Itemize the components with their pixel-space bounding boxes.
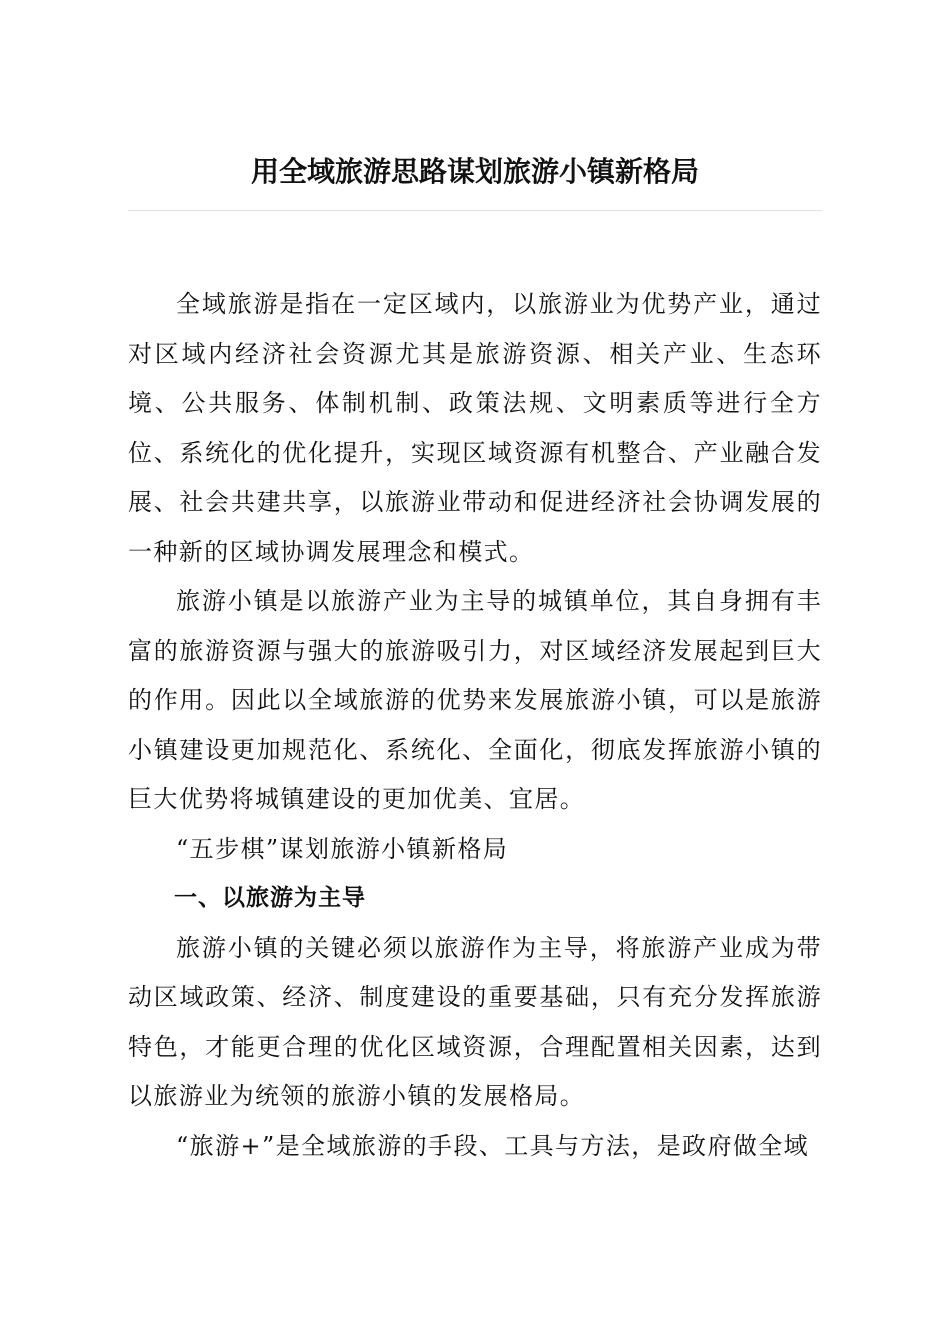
paragraph-five-steps: “五步棋”谋划旅游小镇新格局 [176,834,509,863]
document-title: 用全域旅游思路谋划旅游小镇新格局 [250,155,699,188]
paragraph-tourism-plus: “旅游+”是全域旅游的手段、工具与方法，是政府做全域 [176,1131,810,1160]
paragraph-tourism-town: 旅游小镇是以旅游产业为主导的城镇单位，其自身拥有丰富的旅游资源与强大的旅游吸引力，对区域经济发展起到巨大的作用。因此以全域旅游的优势来发展旅游小镇，可以是旅游小镇建设更加规范化、系统化、全面化，彻底发挥旅游小镇的巨大优势将城镇建设的更加优美、宜居。 [128,587,822,813]
section-heading: 一、以旅游为主导 [174,885,366,911]
document-body [128,280,822,1171]
title-divider [128,210,822,211]
paragraph-intro: 全域旅游是指在一定区域内，以旅游业为优势产业，通过对区域内经济社会资源尤其是旅游资源、相关产业、生态环境、公共服务、体制机制、政策法规、文明素质等进行全方位、系统化的优化提升，实现区域资源有机整合、产业融合发展、社会共建共享，以旅游业带动和促进经济社会协调发展的一种新的区域协调发展理念和模式。 [128,290,822,566]
paragraph-tourism-leading: 旅游小镇的关键必须以旅游作为主导，将旅游产业成为带动区域政策、经济、制度建设的重要基础，只有充分发挥旅游特色，才能更合理的优化区域资源，合理配置相关因素，达到以旅游业为统领的旅游小镇的发展格局。 [128,933,822,1110]
